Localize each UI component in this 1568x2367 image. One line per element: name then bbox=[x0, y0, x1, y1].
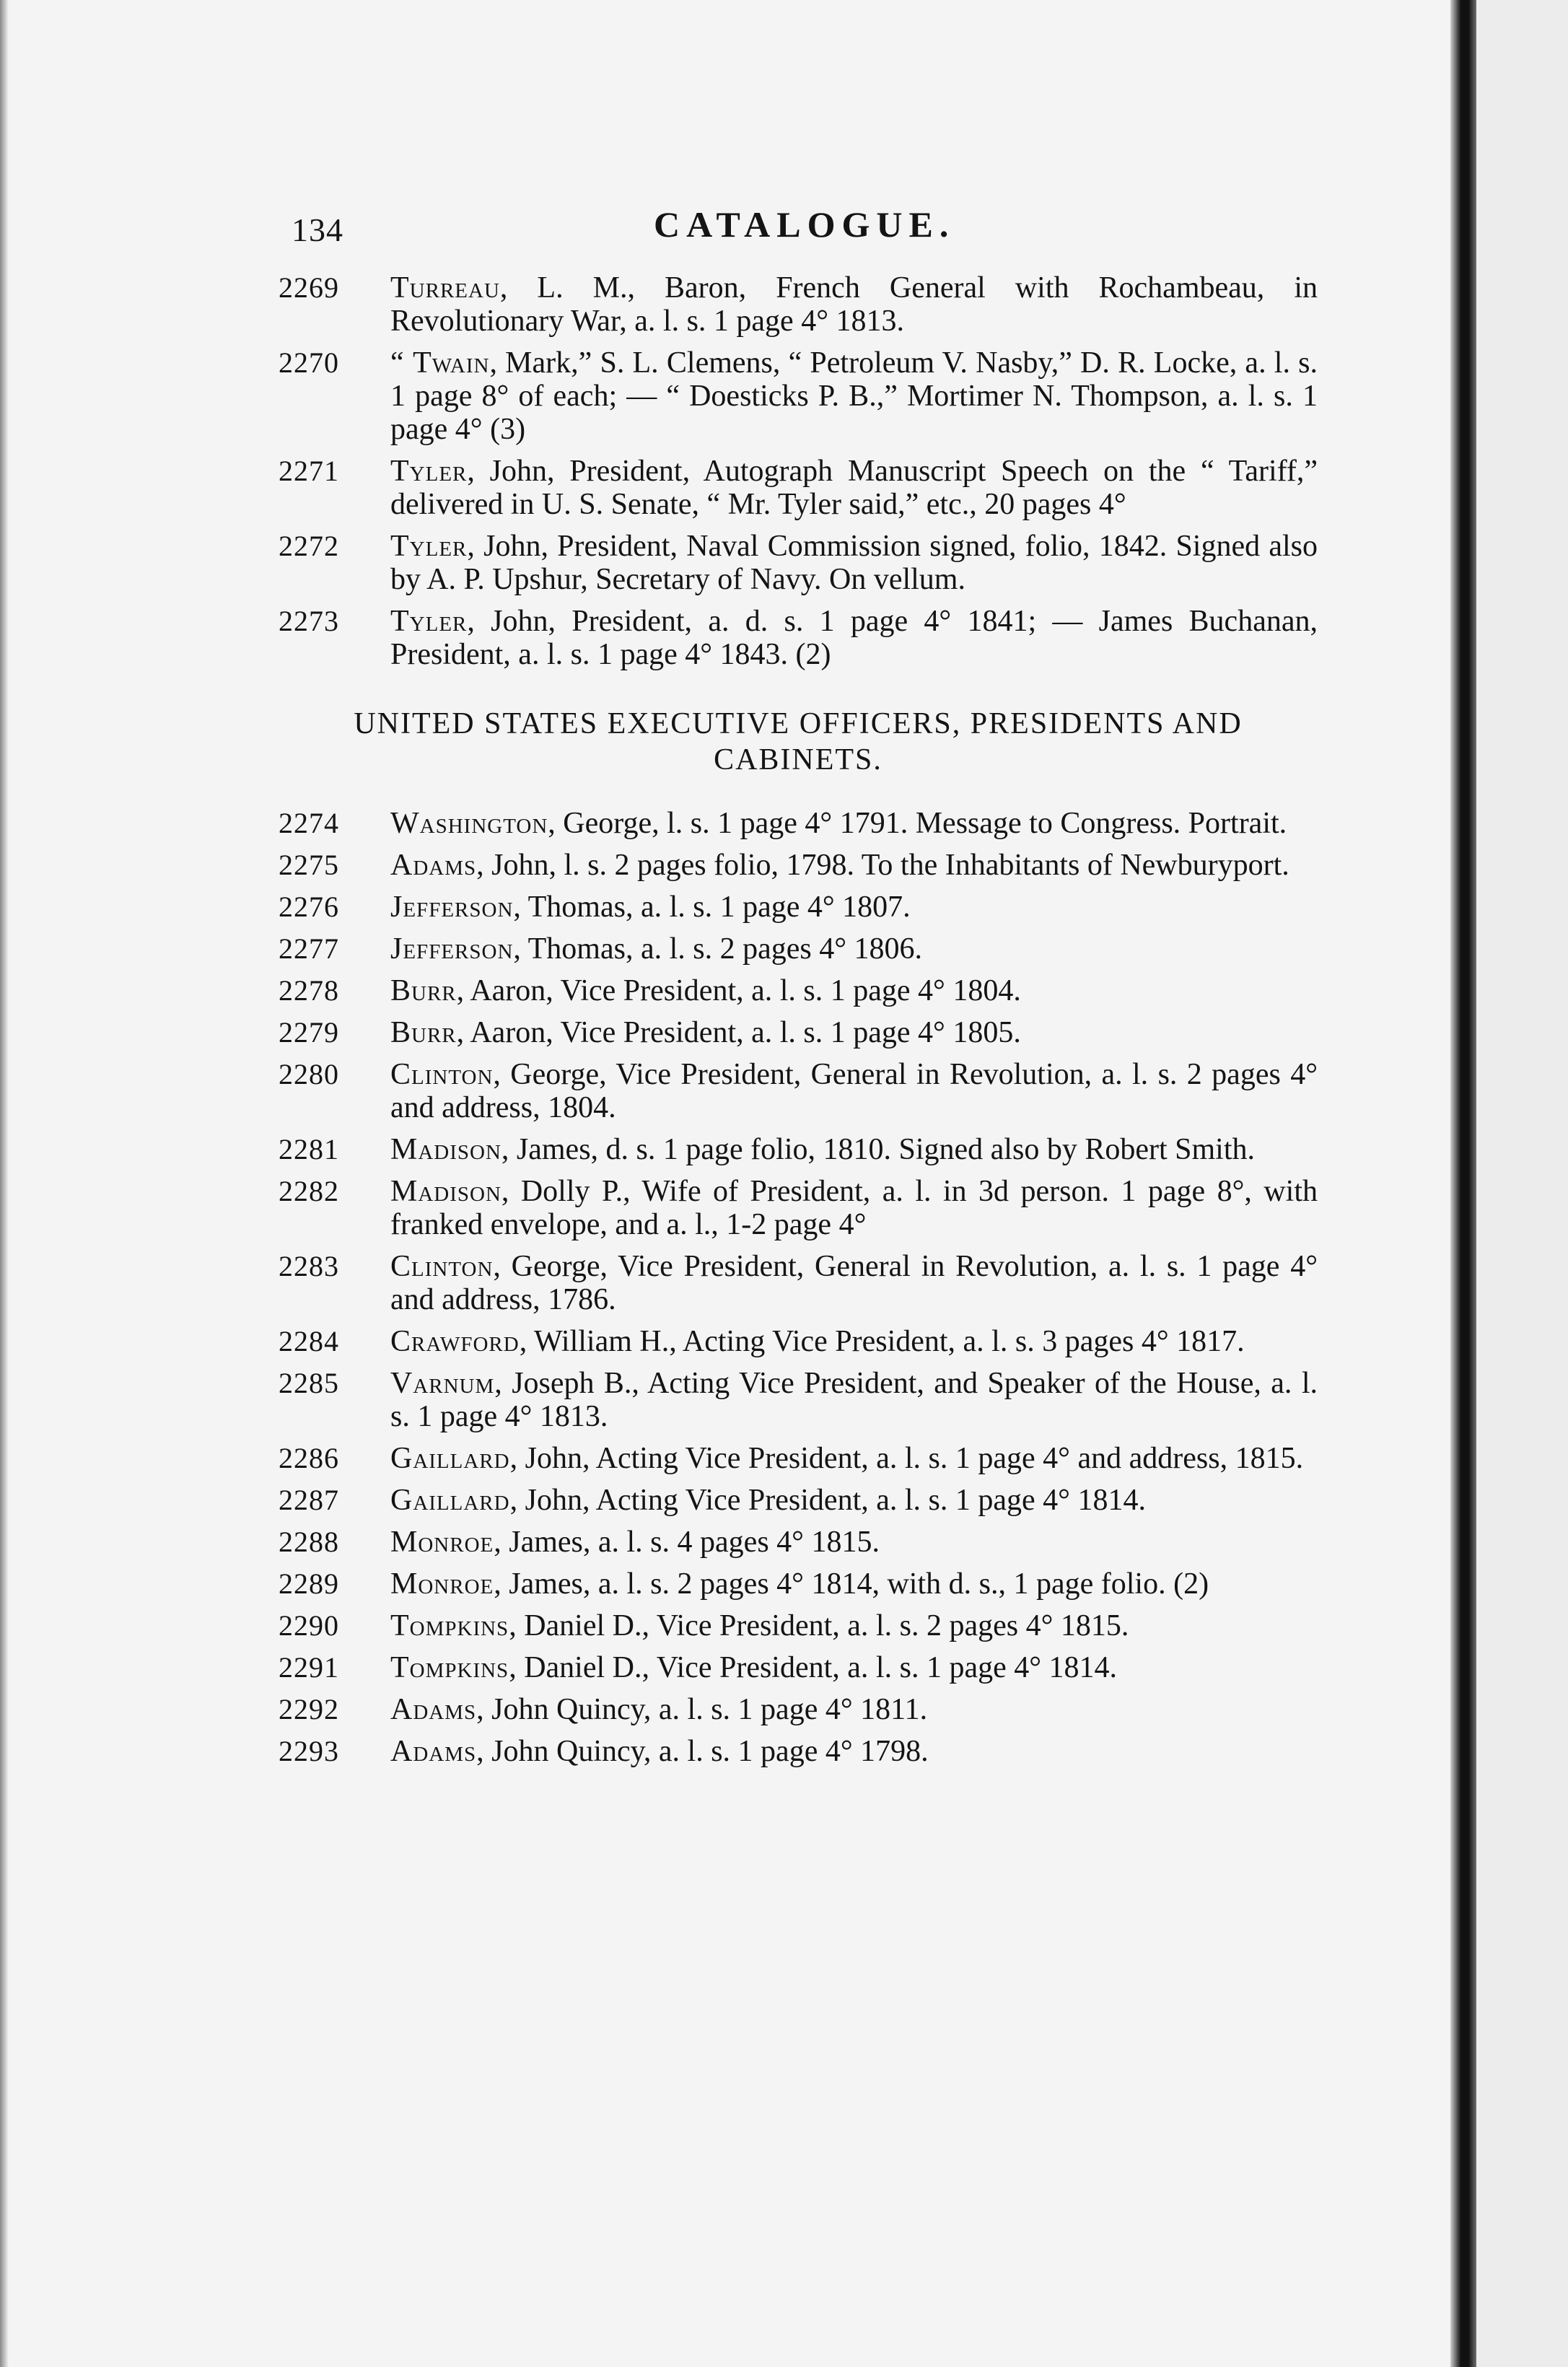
catalogue-entry bbox=[279, 455, 1318, 521]
section-heading: UNITED STATES EXECUTIVE OFFICERS, PRESIDENTS AND CABINETS. bbox=[354, 707, 1243, 776]
lot-number: 2291 bbox=[279, 1651, 339, 1684]
catalogue-entry bbox=[279, 891, 1318, 924]
catalogue-entry bbox=[279, 1735, 1318, 1768]
lot-number: 2286 bbox=[279, 1442, 339, 1474]
entry-name: Clinton bbox=[390, 1058, 494, 1091]
facing-page-margin bbox=[1476, 0, 1568, 2367]
lot-number: 2277 bbox=[279, 932, 339, 965]
catalogue-entry bbox=[279, 974, 1318, 1007]
lot-number: 2281 bbox=[279, 1133, 339, 1165]
entry-description: , Aaron, Vice President, a. l. s. 1 page 4° 1804. bbox=[456, 974, 1021, 1007]
lot-number: 2276 bbox=[279, 891, 339, 923]
catalogue-entry bbox=[279, 1016, 1318, 1049]
lot-number: 2288 bbox=[279, 1526, 339, 1558]
catalogue-entry bbox=[279, 271, 1318, 338]
entry-description: , Dolly P., Wife of President, a. l. in 3d person. 1 page 8°, with franked envelope, and a. l., 1-2 page 4° bbox=[390, 1175, 1318, 1241]
book-gutter-shadow bbox=[1450, 0, 1476, 2367]
lot-number: 2278 bbox=[279, 974, 339, 1007]
lot-number: 2280 bbox=[279, 1058, 339, 1090]
lot-number: 2279 bbox=[279, 1016, 339, 1049]
entry-name: Adams bbox=[390, 1735, 477, 1768]
entry-description: , Mark,” S. L. Clemens, “ Petroleum V. Nasby,” D. R. Locke, a. l. s. 1 page 8° of each; — “ Doesticks P. B.,” Mortimer N. Thompson, a. l. s. 1 page 4° (3) bbox=[390, 346, 1318, 446]
entry-description: , George, Vice President, General in Revolution, a. l. s. 1 page 4° and address, 1786. bbox=[390, 1250, 1318, 1316]
lot-number: 2269 bbox=[279, 271, 339, 304]
entry-name: Crawford bbox=[390, 1325, 520, 1358]
entry-description: , John, President, Autograph Manuscript Speech on the “ Tariff,” delivered in U. S. Senate, “ Mr. Tyler said,” etc., 20 pages 4° bbox=[390, 455, 1318, 521]
entry-description: , George, Vice President, General in Revolution, a. l. s. 2 pages 4° and address, 1804. bbox=[390, 1058, 1318, 1124]
catalogue-entry bbox=[279, 1651, 1318, 1684]
entry-description: , John Quincy, a. l. s. 1 page 4° 1798. bbox=[476, 1735, 929, 1768]
entry-description: , John, President, Naval Commission signed, folio, 1842. Signed also by A. P. Upshur, Secretary of Navy. On vellum. bbox=[390, 530, 1318, 596]
entry-name: Tyler bbox=[390, 455, 468, 488]
page-number: 134 bbox=[292, 211, 343, 248]
entry-name: Gaillard bbox=[390, 1442, 510, 1475]
catalogue-entry bbox=[279, 1058, 1318, 1124]
running-head bbox=[279, 204, 1318, 268]
lot-number: 2274 bbox=[279, 807, 339, 839]
entry-name: Tompkins bbox=[390, 1609, 509, 1642]
lot-number: 2290 bbox=[279, 1609, 339, 1642]
entry-name: Washington bbox=[390, 807, 548, 840]
entry-description: , William H., Acting Vice President, a. l. s. 3 pages 4° 1817. bbox=[519, 1325, 1245, 1358]
lot-number: 2289 bbox=[279, 1567, 339, 1600]
entry-name: “ Twain bbox=[390, 346, 490, 380]
entry-description: , Joseph B., Acting Vice President, and Speaker of the House, a. l. s. 1 page 4° 1813. bbox=[390, 1367, 1318, 1433]
entry-description: , Daniel D., Vice President, a. l. s. 1 page 4° 1814. bbox=[509, 1651, 1118, 1684]
entry-name: Madison bbox=[390, 1133, 502, 1166]
lot-number: 2284 bbox=[279, 1325, 339, 1357]
entry-description: , John Quincy, a. l. s. 1 page 4° 1811. bbox=[476, 1693, 928, 1726]
entry-description: , Daniel D., Vice President, a. l. s. 2 pages 4° 1815. bbox=[509, 1609, 1129, 1642]
entries-before-section bbox=[279, 271, 1318, 671]
entry-name: Turreau bbox=[390, 271, 500, 305]
entry-name: Burr bbox=[390, 1016, 457, 1049]
entry-name: Adams bbox=[390, 1693, 477, 1726]
entry-description: , John, l. s. 2 pages folio, 1798. To the Inhabitants of Newburyport. bbox=[476, 849, 1289, 882]
entry-description: , John, Acting Vice President, a. l. s. 1 page 4° 1814. bbox=[509, 1484, 1146, 1517]
entry-description: , James, d. s. 1 page folio, 1810. Signed also by Robert Smith. bbox=[501, 1133, 1255, 1166]
lot-number: 2272 bbox=[279, 530, 339, 562]
entry-name: Adams bbox=[390, 849, 477, 882]
entry-name: Burr bbox=[390, 974, 457, 1007]
catalogue-entry bbox=[279, 1567, 1318, 1601]
lot-number: 2270 bbox=[279, 346, 339, 379]
entry-name: Monroe bbox=[390, 1567, 494, 1601]
catalogue-entry bbox=[279, 1325, 1318, 1358]
entry-description: , Aaron, Vice President, a. l. s. 1 page 4° 1805. bbox=[456, 1016, 1021, 1049]
catalogue-entry bbox=[279, 605, 1318, 671]
page-left-edge bbox=[0, 0, 9, 2367]
lot-number: 2285 bbox=[279, 1367, 339, 1399]
entry-name: Jefferson bbox=[390, 891, 514, 924]
catalogue-entry bbox=[279, 1175, 1318, 1241]
catalogue-entry bbox=[279, 1484, 1318, 1517]
lot-number: 2273 bbox=[279, 605, 339, 637]
entry-name: Gaillard bbox=[390, 1484, 510, 1517]
entries-after-section bbox=[279, 807, 1318, 1768]
lot-number: 2283 bbox=[279, 1250, 339, 1282]
lot-number: 2287 bbox=[279, 1484, 339, 1516]
catalogue-entry bbox=[279, 1609, 1318, 1642]
entry-name: Varnum bbox=[390, 1367, 495, 1400]
entry-description: , Thomas, a. l. s. 2 pages 4° 1806. bbox=[513, 932, 923, 966]
catalogue-entry bbox=[279, 1367, 1318, 1433]
catalogue-entry bbox=[279, 346, 1318, 446]
catalogue-entry bbox=[279, 1526, 1318, 1559]
lot-number: 2271 bbox=[279, 455, 339, 487]
entry-description: , L. M., Baron, French General with Rochambeau, in Revolutionary War, a. l. s. 1 page 4° 1813. bbox=[390, 271, 1318, 338]
entry-description: , George, l. s. 1 page 4° 1791. Message to Congress. Portrait. bbox=[548, 807, 1287, 840]
entry-description: , Thomas, a. l. s. 1 page 4° 1807. bbox=[513, 891, 911, 924]
entry-description: , John, Acting Vice President, a. l. s. 1 page 4° and address, 1815. bbox=[509, 1442, 1304, 1475]
catalogue-entry bbox=[279, 807, 1318, 840]
entry-name: Clinton bbox=[390, 1250, 494, 1283]
entry-description: , James, a. l. s. 2 pages 4° 1814, with d. s., 1 page folio. (2) bbox=[494, 1567, 1209, 1601]
lot-number: 2282 bbox=[279, 1175, 339, 1207]
catalogue-entry bbox=[279, 1250, 1318, 1316]
lot-number: 2293 bbox=[279, 1735, 339, 1767]
entry-name: Tyler bbox=[390, 530, 468, 563]
lot-number: 2275 bbox=[279, 849, 339, 881]
entry-name: Tompkins bbox=[390, 1651, 509, 1684]
catalogue-entry bbox=[279, 932, 1318, 966]
catalogue-text-block bbox=[279, 204, 1318, 1777]
catalogue-entry bbox=[279, 530, 1318, 596]
entry-name: Tyler bbox=[390, 605, 468, 638]
catalogue-entry bbox=[279, 1442, 1318, 1475]
catalogue-entry bbox=[279, 1133, 1318, 1166]
entry-description: , James, a. l. s. 4 pages 4° 1815. bbox=[494, 1526, 880, 1559]
catalogue-entry bbox=[279, 1693, 1318, 1726]
entry-description: , John, President, a. d. s. 1 page 4° 1841; — James Buchanan, President, a. l. s. 1 page 4° 1843. (2) bbox=[390, 605, 1318, 671]
catalogue-entry bbox=[279, 849, 1318, 882]
page-title: CATALOGUE. bbox=[654, 204, 955, 245]
entry-name: Madison bbox=[390, 1175, 502, 1208]
entry-name: Jefferson bbox=[390, 932, 514, 966]
lot-number: 2292 bbox=[279, 1693, 339, 1725]
entry-name: Monroe bbox=[390, 1526, 494, 1559]
